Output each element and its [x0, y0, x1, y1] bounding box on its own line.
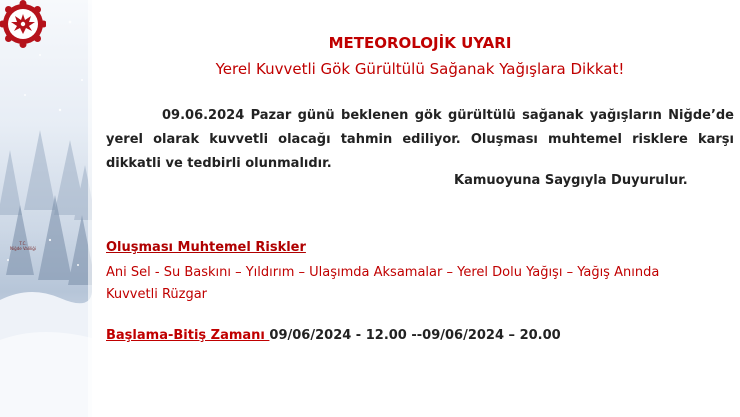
schedule-line: [106, 327, 561, 345]
schedule-label: Başlama-Bitiş Zamanı: [106, 328, 270, 343]
winter-background-panel: [0, 0, 92, 417]
announcement-body: 09.06.2024 Pazar günü beklenen gök gürültülü sağanak yağışların Niğde’de yerel olarak kuvvetli olacağı tahmin ediliyor. Oluşması muhtemel risklere karşı dikkatli ve tedbirli olunmalıdır.: [106, 108, 734, 171]
snowy-forest-illustration: [0, 0, 92, 417]
risks-list: Ani Sel - Su Baskını – Yıldırım – Ulaşımda Aksamalar – Yerel Dolu Yağışı – Yağış Anında Kuvvetli Rüzgar: [106, 265, 660, 302]
risks-heading: Oluşması Muhtemel Riskler: [106, 240, 306, 255]
emblem-caption-line2: Niğde Valiliği: [10, 246, 36, 251]
emblem-caption: [0, 241, 46, 251]
announcement-signoff: Kamuoyuna Saygıyla Duyurulur.: [454, 173, 688, 188]
warning-title: METEOROLOJİK UYARI: [328, 34, 512, 52]
schedule-value: 09/06/2024 - 12.00 --09/06/2024 – 20.00: [269, 328, 561, 343]
governorship-emblem-icon: [0, 0, 46, 48]
emblem-caption-line1: T.C.: [19, 241, 27, 246]
warning-subtitle: Yerel Kuvvetli Gök Gürültülü Sağanak Yağışlara Dikkat!: [215, 60, 625, 78]
